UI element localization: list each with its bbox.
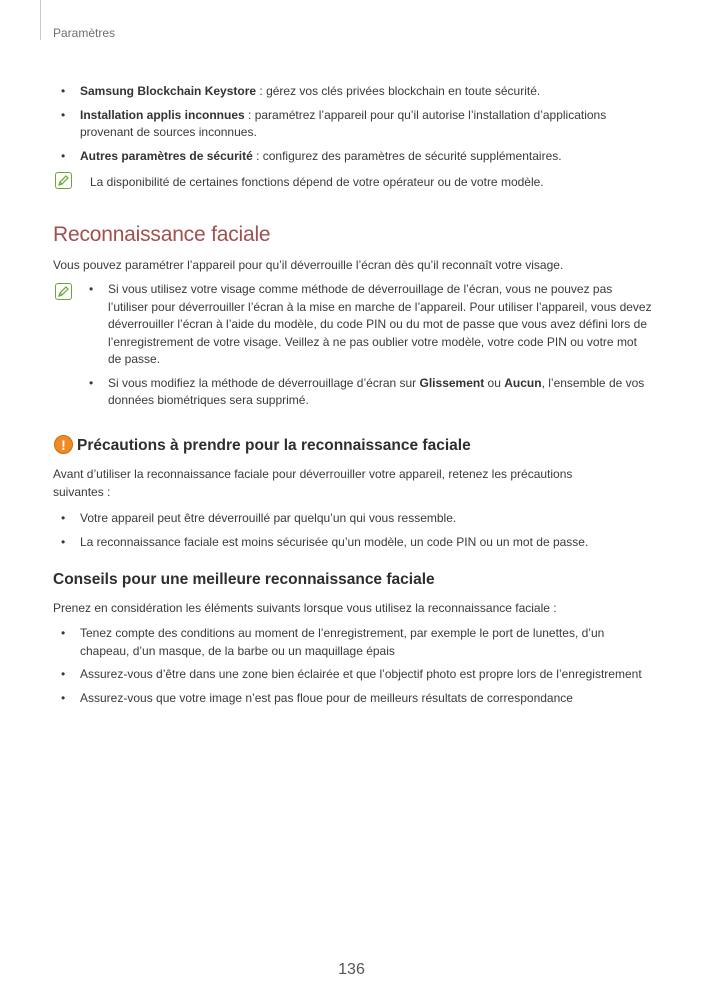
list-item: • Autres paramètres de sécurité : configurez des paramètres de sécurité supplémentaires. bbox=[53, 148, 653, 166]
list-item: • Si vous modifiez la méthode de déverrouillage d’écran sur Glissement ou Aucun, l’ensemble de vos données biométriques sera supprimé. bbox=[81, 375, 653, 410]
section-intro: Vous pouvez paramétrer l’appareil pour qu’il déverrouille l’écran dès qu’il reconnaît votre visage. bbox=[53, 258, 564, 272]
list-item: • Samsung Blockchain Keystore : gérez vos clés privées blockchain en toute sécurité. bbox=[53, 83, 653, 101]
pencil-note-icon bbox=[55, 283, 72, 300]
precautions-list bbox=[53, 510, 653, 557]
section-title: Reconnaissance faciale bbox=[53, 223, 271, 246]
exclamation-warning-icon: ! bbox=[54, 435, 73, 454]
list-item: • Si vous utilisez votre visage comme méthode de déverrouillage de l’écran, vous ne pouvez pas l’utiliser pour déverrouiller l’écran à la mise en marche de l’appareil. Pour utiliser l’appareil, vous devez déverrouiller l’écran à l’aide du modèle, du code PIN ou du mot de passe que vous avez défini lors de l’enregistrement de votre visage. Veillez à ne pas oublier votre modèle, votre code PIN ou votre mot de passe. bbox=[81, 281, 653, 369]
list-item: • Installation applis inconnues : paramétrez l’appareil pour qu’il autorise l’installation d’applications provenant de sources inconnues. bbox=[53, 107, 653, 142]
security-options-list bbox=[53, 83, 653, 171]
face-unlock-note bbox=[81, 281, 653, 416]
tips-heading: Conseils pour une meilleure reconnaissance faciale bbox=[53, 571, 435, 588]
page-number: 136 bbox=[338, 961, 365, 978]
list-item: • Assurez-vous que votre image n’est pas floue pour de meilleurs résultats de correspondance bbox=[53, 690, 653, 708]
list-item: • Votre appareil peut être déverrouillé par quelqu’un qui vous ressemble. bbox=[53, 510, 653, 528]
precautions-heading: Précautions à prendre pour la reconnaissance faciale bbox=[77, 437, 471, 454]
list-item: • Tenez compte des conditions au moment de l’enregistrement, par exemple le port de lunettes, d’un chapeau, d’un masque, de la barbe ou un maquillage épais bbox=[53, 625, 653, 660]
availability-note: La disponibilité de certaines fonctions dépend de votre opérateur ou de votre modèle. bbox=[90, 175, 544, 189]
tips-intro: Prenez en considération les éléments suivants lorsque vous utilisez la reconnaissance faciale : bbox=[53, 601, 557, 615]
pencil-note-icon bbox=[55, 172, 72, 189]
list-item: • La reconnaissance faciale est moins sécurisée qu’un modèle, un code PIN ou un mot de passe. bbox=[53, 534, 653, 552]
tips-list bbox=[53, 625, 653, 713]
list-item: • Assurez-vous d’être dans une zone bien éclairée et que l’objectif photo est propre lors de l’enregistrement bbox=[53, 666, 653, 684]
header-divider bbox=[40, 0, 41, 40]
precautions-intro: Avant d’utiliser la reconnaissance faciale pour déverrouiller votre appareil, retenez les précautions suivantes : bbox=[53, 467, 573, 499]
running-header: Paramètres bbox=[53, 26, 116, 40]
